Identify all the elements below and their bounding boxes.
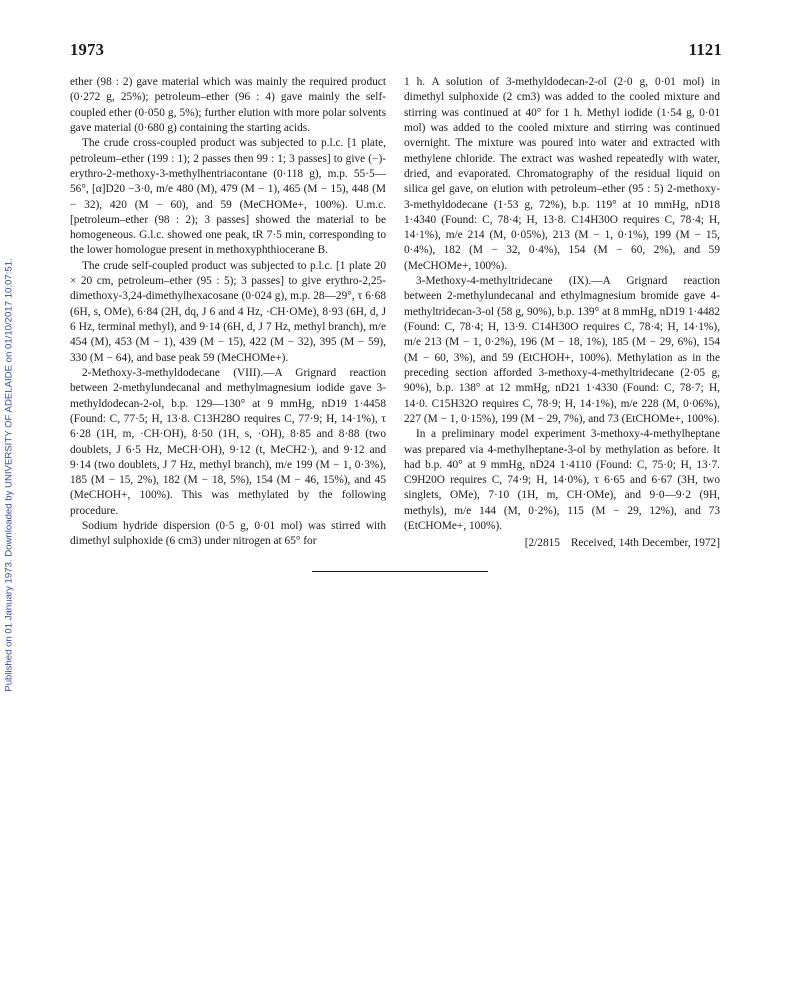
left-column <box>70 75 386 550</box>
paragraph: The crude self-coupled product was subjected to p.l.c. [1 plate 20 × 20 cm, petroleum–ether (95 : 5); 3 passes] to give erythro-2,25-dimethoxy-3,24-dimethylhexacosane (0·024 g), m.p. 28—29°, τ 6·68 (6H, s, OMe), 6·84 (2H, dq, J 6 and 4 Hz, ·CH·OMe), 8·93 (6H, d, J 6 Hz, terminal methyl), and 9·14 (6H, d, J 7 Hz, methyl branch), m/e 454 (M), 453 (M − 1), 439 (M − 15), 422 (M − 32), 395 (M − 59), 330 (M − 64), and base peak 59 (MeCHOMe+). <box>70 259 386 364</box>
received-line <box>404 536 720 551</box>
end-rule <box>312 571 488 572</box>
right-column <box>404 75 720 552</box>
paragraph: ether (98 : 2) gave material which was mainly the required product (0·272 g, 25%); petroleum–ether (96 : 4) gave mainly the self-coupled ether (0·050 g, 5%); further elution with more polar solvents gave material (0·680 g) containing the starting acids. <box>70 76 386 134</box>
download-watermark-text: Published on 01 January 1973. Downloaded by UNIVERSITY OF ADELAIDE on 01/10/2017 10:07:51. <box>3 258 15 692</box>
download-watermark <box>2 150 16 800</box>
journal-year: 1973 <box>70 40 105 59</box>
paragraph: The crude cross-coupled product was subjected to p.l.c. [1 plate, petroleum–ether (199 : 1); 2 passes then 99 : 1; 3 passes] to give (−)-erythro-2-methoxy-3-methylhentriacontane (0·118 g), m.p. 55·5—56°, [α]D20 −3·0, m/e 480 (M), 479 (M − 1), 465 (M − 15), 448 (M − 32), 420 (M − 60), and 59 (MeCHOMe+, 100%). U.m.c. [petroleum–ether (98 : 2); 3 passes] showed the material to be homogeneous. G.l.c. showed one peak, tR 7·5 min, corresponding to the lower homologue present in methoxyphthiocerane B. <box>70 137 386 257</box>
page-header <box>70 40 722 64</box>
paper-reference: [2/2815 <box>524 537 560 550</box>
paragraph: 1 h. A solution of 3-methyldodecan-2-ol (2·0 g, 0·01 mol) in dimethyl sulphoxide (2 cm3) was added to the cooled mixture and stirring was continued at 40° for 1 h. Methyl iodide (1·54 g, 0·01 mol) was added to the cooled mixture and stirring was continued overnight. The mixture was poured into water and extracted with methylene chloride. The extract was washed repeatedly with water, dried, and evaporated. Chromatography of the residual liquid on silica gel gave, on elution with petroleum–ether (95 : 5) 2-methoxy-3-methyldodecane (1·53 g, 72%), b.p. 119° at 10 mmHg, nD18 1·4340 (Found: C, 78·4; H, 13·8. C14H30O requires C, 78·4; H, 14·1%), m/e 214 (M, 0·05%), 213 (M − 1, 0·1%), 199 (M − 15, 0·4%), 182 (M − 32, 0·4%), 154 (M − 60, 2%), and 59 (MeCHOMe+, 100%). <box>404 76 720 272</box>
received-date: Received, 14th December, 1972] <box>570 537 720 550</box>
paragraph: In a preliminary model experiment 3-methoxy-4-methylheptane was prepared via 4-methylheptane-3-ol by methylation as before. It had b.p. 40° at 9 mmHg, nD24 1·4110 (Found: C, 75·0; H, 13·7. C9H20O requires C, 74·9; H, 14·0%), τ 6·65 and 6·67 (3H, two singlets, OMe), 7·10 (1H, m, CH·OMe), and 9·0—9·2 (9H, methyls), m/e 144 (M, 0·2%), 115 (M − 29, 12%), and 73 (EtCHOMe+, 100%). <box>404 428 720 533</box>
paragraph: Sodium hydride dispersion (0·5 g, 0·01 mol) was stirred with dimethyl sulphoxide (6 cm3) under nitrogen at 65° for <box>70 520 386 548</box>
paragraph: 3-Methoxy-4-methyltridecane (IX).—A Grignard reaction between 2-methylundecanal and ethylmagnesium bromide gave 4-methyltridecan-3-ol (58 g, 90%), b.p. 139° at 8 mmHg, nD19 1·4482 (Found: C, 78·4; H, 13·9. C14H30O requires C, 78·4; H, 14·1%), m/e 213 (M − 1, 0·2%), 196 (M − 18, 1%), 185 (M − 29, 6%), 154 (M − 60, 3%), and 59 (EtCHOH+, 100%). Methylation as in the preceding section afforded 3-methoxy-4-methyltridecane (2·05 g, 90%), b.p. 138° at 12 mmHg, nD21 1·4330 (Found: C, 78·7; H, 14·0. C15H32O requires C, 78·9; H, 14·1%), m/e 228 (M, 0·06%), 227 (M − 1, 0·15%), 199 (M − 29, 7%), and 73 (EtCHOMe+, 100%). <box>404 275 720 425</box>
paragraph: 2-Methoxy-3-methyldodecane (VIII).—A Grignard reaction between 2-methylundecanal and methylmagnesium iodide gave 3-methyldodecan-2-ol, b.p. 129—130° at 9 mmHg, nD19 1·4458 (Found: C, 77·5; H, 13·8. C13H28O requires C, 77·9; H, 14·1%), τ 6·28 (1H, m, ·CH·OH), 8·50 (1H, s, ·OH), 8·85 and 8·88 (two doublets, J 6·5 Hz, MeCH·OH), 9·12 (t, MeCH2·), and 9·12 and 9·14 (two doublets, J 7 Hz, methyl branch), m/e 199 (M − 1, 0·3%), 185 (M − 15, 2%), 182 (M − 18, 5%), 154 (M − 46, 15%), and 45 (MeCHOH+, 100%). This was methylated by the following procedure. <box>70 366 386 517</box>
page-number: 1121 <box>688 40 722 59</box>
